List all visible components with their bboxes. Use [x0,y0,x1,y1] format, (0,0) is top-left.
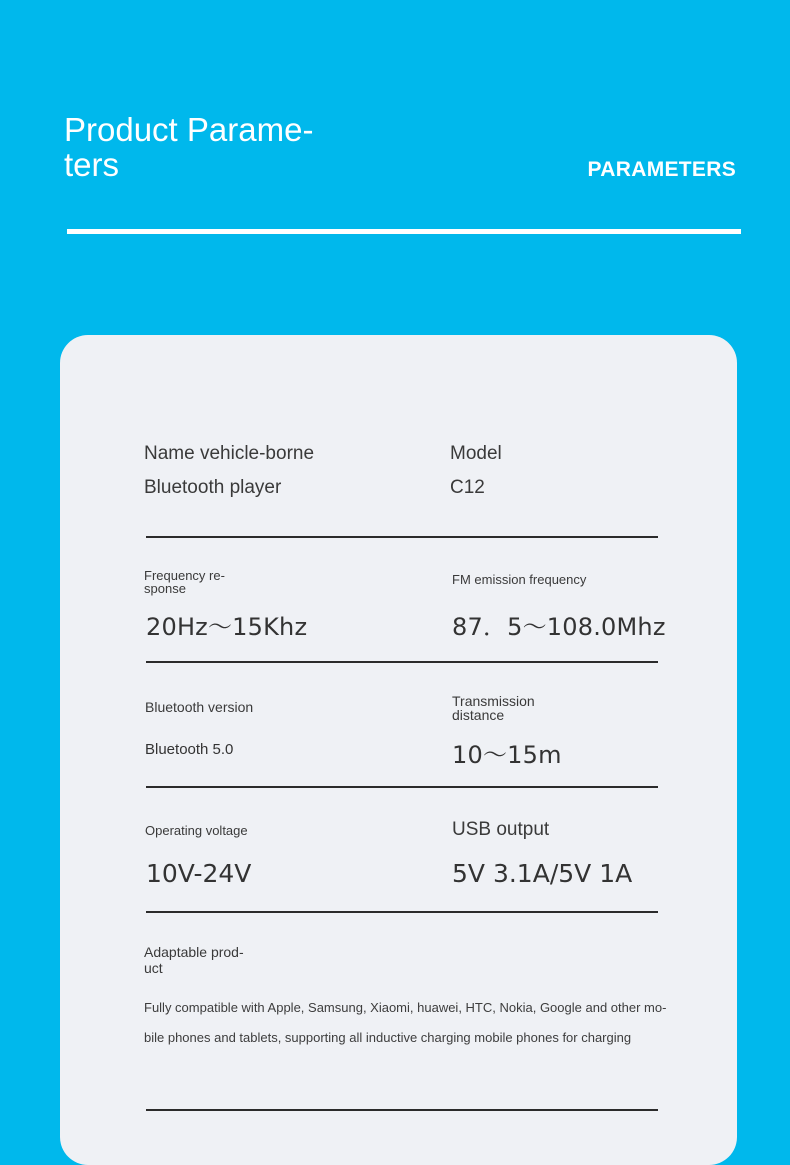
header-divider [67,229,741,234]
adaptable-product-label [144,944,244,976]
operating-voltage-value: 10V-24V [146,859,252,888]
parameters-card [60,335,737,1165]
usb-output-label: USB output [452,819,550,840]
model-label: Model [450,443,502,464]
bluetooth-version-value: Bluetooth 5.0 [145,741,234,758]
row-divider-5 [146,1109,658,1111]
adaptable-product-description [144,993,674,1053]
row-divider-1 [146,536,658,538]
product-name-line-1: Name vehicle-borne [144,443,315,464]
row-divider-4 [146,911,658,913]
frequency-response-label-line-1: Frequency re- [144,568,225,583]
adaptable-product-description-line-2: bile phones and tablets, supporting all inductive charging mobile phones for charging [144,1030,632,1045]
product-name-line-2: Bluetooth player [144,477,282,498]
model-value: C12 [450,477,485,498]
fm-frequency-value: 87．5～108.0Mhz [452,613,666,641]
model-block [450,437,502,505]
frequency-response-value: 20Hz～15Khz [146,613,308,641]
product-name [144,437,314,505]
operating-voltage-label: Operating voltage [145,823,248,838]
adaptable-product-description-line-1: Fully compatible with Apple, Samsung, Xiaomi, huawei, HTC, Nokia, Google and other mo- [144,1000,667,1015]
adaptable-product-label-line-1: Adaptable prod- [144,944,244,960]
usb-output-value: 5V 3.1A/5V 1A [452,859,633,888]
section-label: PARAMETERS [587,158,736,181]
bluetooth-version-label: Bluetooth version [145,699,254,715]
frequency-response-label [144,569,225,595]
frequency-response-label-line-2: sponse [144,581,186,596]
transmission-distance-label-line-1: Transmission [452,693,535,709]
page-title-line-1: Product Parame- [64,111,314,148]
page-title-line-2: ters [64,146,120,183]
transmission-distance-label [452,694,535,722]
fm-frequency-label: FM emission frequency [452,572,587,587]
adaptable-product-label-line-2: uct [144,960,163,976]
row-divider-3 [146,786,658,788]
transmission-distance-value: 10～15m [452,741,562,769]
page-title [64,112,364,182]
transmission-distance-label-line-2: distance [452,707,505,723]
row-divider-2 [146,661,658,663]
